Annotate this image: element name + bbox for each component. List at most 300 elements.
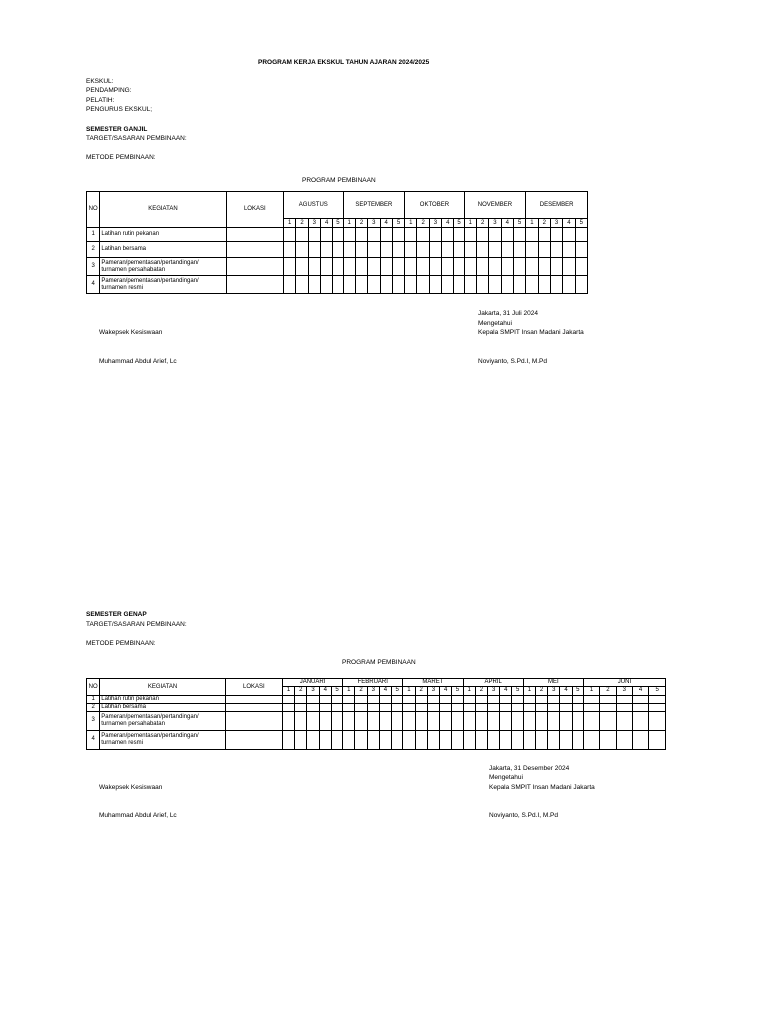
schedule-cell [343, 242, 355, 258]
schedule-cell [563, 228, 575, 242]
row-number: 2 [87, 242, 100, 258]
schedule-cell [427, 703, 439, 711]
week-number: 5 [392, 219, 404, 228]
semester-ganjil-target: TARGET/SASARAN PEMBINAAN: [86, 135, 187, 142]
schedule-cell [535, 703, 547, 711]
activity-name-line: turnamen resmi [101, 739, 143, 746]
schedule-cell [488, 695, 500, 703]
schedule-cell [476, 242, 488, 258]
week-number: 1 [282, 686, 294, 695]
week-number: 4 [320, 219, 332, 228]
semester-ganjil-left-name: Muhammad Abdul Arief, Lc [99, 358, 177, 365]
schedule-cell [355, 711, 367, 730]
schedule-cell [392, 730, 403, 749]
schedule-cell [476, 228, 488, 242]
week-number: 4 [501, 219, 513, 228]
week-number: 1 [343, 686, 355, 695]
schedule-cell [500, 695, 512, 703]
schedule-cell [320, 276, 332, 294]
schedule-cell [343, 228, 355, 242]
schedule-cell [284, 242, 296, 258]
schedule-cell [600, 730, 616, 749]
week-number: 5 [512, 686, 523, 695]
schedule-cell [463, 711, 475, 730]
week-number: 5 [649, 686, 666, 695]
schedule-cell [331, 730, 342, 749]
week-number: 2 [476, 219, 488, 228]
schedule-cell [367, 703, 379, 711]
week-number: 2 [355, 686, 367, 695]
schedule-cell [319, 711, 331, 730]
schedule-cell [380, 228, 392, 242]
schedule-cell [284, 276, 296, 294]
schedule-cell [632, 695, 648, 703]
schedule-cell [320, 258, 332, 276]
schedule-cell [560, 703, 572, 711]
schedule-cell [649, 730, 666, 749]
schedule-cell [463, 703, 475, 711]
schedule-cell [308, 258, 320, 276]
schedule-cell [512, 711, 523, 730]
schedule-cell [355, 695, 367, 703]
semester-ganjil-table [86, 191, 588, 294]
schedule-cell [308, 276, 320, 294]
location-cell [226, 228, 283, 242]
schedule-cell [367, 695, 379, 703]
week-number: 5 [331, 686, 342, 695]
schedule-cell [367, 711, 379, 730]
schedule-cell [405, 242, 417, 258]
table-row [87, 242, 588, 258]
schedule-cell [392, 703, 403, 711]
schedule-cell [452, 730, 463, 749]
schedule-cell [600, 711, 616, 730]
schedule-cell [308, 242, 320, 258]
schedule-cell [563, 276, 575, 294]
schedule-cell [500, 711, 512, 730]
week-number: 3 [429, 219, 441, 228]
document-title: PROGRAM KERJA EKSKUL TAHUN AJARAN 2024/2025 [258, 59, 430, 66]
schedule-cell [427, 695, 439, 703]
month-header: OKTOBER [405, 192, 465, 219]
schedule-cell [368, 258, 380, 276]
schedule-cell [403, 695, 415, 703]
week-number: 1 [343, 219, 355, 228]
schedule-cell [368, 276, 380, 294]
schedule-cell [442, 258, 454, 276]
schedule-cell [464, 242, 476, 258]
location-cell [225, 695, 282, 703]
schedule-cell [380, 258, 392, 276]
schedule-cell [442, 242, 454, 258]
schedule-cell [405, 258, 417, 276]
schedule-cell [500, 703, 512, 711]
week-number: 3 [550, 219, 562, 228]
schedule-cell [343, 730, 355, 749]
col-header-no: NO [87, 192, 100, 228]
schedule-cell [572, 730, 583, 749]
schedule-cell [548, 695, 560, 703]
schedule-cell [379, 703, 391, 711]
schedule-cell [319, 695, 331, 703]
schedule-cell [295, 695, 307, 703]
week-number: 2 [296, 219, 308, 228]
week-number: 5 [513, 219, 525, 228]
semester-genap-left-role: Wakepsek Kesiswaan [99, 784, 163, 791]
schedule-cell [295, 711, 307, 730]
week-number: 5 [392, 686, 403, 695]
schedule-cell [616, 730, 632, 749]
schedule-cell [343, 276, 355, 294]
week-number: 3 [427, 686, 439, 695]
semester-ganjil-right-name: Noviyanto, S.Pd.I, M.Pd [478, 358, 548, 365]
week-number: 3 [489, 219, 501, 228]
week-number: 4 [632, 686, 648, 695]
month-header: MEI [523, 679, 583, 687]
schedule-cell [513, 276, 525, 294]
schedule-cell [575, 258, 587, 276]
schedule-cell [355, 228, 367, 242]
location-cell [226, 276, 283, 294]
schedule-cell [284, 228, 296, 242]
schedule-cell [548, 703, 560, 711]
schedule-cell [632, 703, 648, 711]
schedule-cell [427, 711, 439, 730]
week-number: 1 [523, 686, 535, 695]
schedule-cell [333, 258, 343, 276]
week-number: 4 [442, 219, 454, 228]
week-number: 4 [560, 686, 572, 695]
schedule-cell [538, 276, 550, 294]
schedule-cell [501, 228, 513, 242]
schedule-cell [343, 703, 355, 711]
schedule-cell [475, 730, 487, 749]
week-number: 1 [403, 686, 415, 695]
schedule-cell [649, 711, 666, 730]
schedule-cell [392, 695, 403, 703]
week-number: 2 [538, 219, 550, 228]
semester-genap-left-name: Muhammad Abdul Arief, Lc [99, 812, 177, 819]
schedule-cell [575, 242, 587, 258]
schedule-cell [463, 730, 475, 749]
schedule-cell [296, 276, 308, 294]
semester-genap-program-title: PROGRAM PEMBINAAN [342, 659, 416, 666]
schedule-cell [295, 730, 307, 749]
schedule-cell [523, 695, 535, 703]
schedule-cell [331, 711, 342, 730]
week-number: 2 [417, 219, 429, 228]
schedule-cell [380, 276, 392, 294]
schedule-cell [563, 258, 575, 276]
schedule-cell [488, 730, 500, 749]
location-cell [226, 258, 283, 276]
week-number: 3 [308, 219, 320, 228]
schedule-cell [442, 228, 454, 242]
semester-ganjil-program-title: PROGRAM PEMBINAAN [302, 177, 376, 184]
schedule-cell [572, 695, 583, 703]
schedule-cell [523, 711, 535, 730]
schedule-cell [526, 276, 538, 294]
schedule-cell [454, 276, 464, 294]
schedule-cell [392, 258, 404, 276]
schedule-cell [368, 242, 380, 258]
month-header: DESEMBER [526, 192, 588, 219]
schedule-cell [538, 258, 550, 276]
week-number: 4 [319, 686, 331, 695]
week-number: 1 [526, 219, 538, 228]
schedule-cell [523, 730, 535, 749]
schedule-cell [548, 711, 560, 730]
schedule-cell [320, 242, 332, 258]
row-number: 3 [87, 711, 100, 730]
schedule-cell [475, 695, 487, 703]
semester-genap-target: TARGET/SASARAN PEMBINAAN: [86, 621, 187, 628]
week-number: 5 [575, 219, 587, 228]
schedule-cell [440, 711, 452, 730]
col-header-lokasi: LOKASI [226, 192, 283, 228]
schedule-cell [575, 276, 587, 294]
schedule-cell [526, 228, 538, 242]
week-number: 5 [333, 219, 343, 228]
table-row [87, 703, 666, 711]
week-number: 4 [379, 686, 391, 695]
schedule-cell [616, 703, 632, 711]
schedule-cell [417, 258, 429, 276]
schedule-cell [331, 703, 342, 711]
schedule-cell [415, 695, 427, 703]
activity-name-line: turnamen persahabatan [101, 266, 166, 273]
table-row [87, 276, 588, 294]
schedule-cell [583, 730, 599, 749]
semester-ganjil-metode: METODE PEMBINAAN: [86, 154, 156, 161]
month-header: NOVEMBER [464, 192, 526, 219]
schedule-cell [464, 276, 476, 294]
schedule-cell [296, 228, 308, 242]
schedule-cell [563, 242, 575, 258]
schedule-cell [429, 276, 441, 294]
week-number: 2 [475, 686, 487, 695]
week-number: 4 [563, 219, 575, 228]
schedule-cell [550, 258, 562, 276]
schedule-cell [501, 242, 513, 258]
schedule-cell [403, 711, 415, 730]
week-number: 1 [284, 219, 296, 228]
schedule-cell [440, 695, 452, 703]
schedule-cell [343, 695, 355, 703]
schedule-cell [319, 703, 331, 711]
week-number: 5 [572, 686, 583, 695]
row-number: 2 [87, 703, 100, 711]
schedule-cell [282, 730, 294, 749]
week-number: 2 [355, 219, 367, 228]
schedule-cell [475, 703, 487, 711]
semester-genap-metode: METODE PEMBINAAN: [86, 640, 156, 647]
semester-genap-sign-date: Jakarta, 31 Desember 2024 [489, 765, 570, 772]
schedule-cell [282, 703, 294, 711]
schedule-cell [392, 228, 404, 242]
schedule-cell [355, 730, 367, 749]
schedule-cell [417, 228, 429, 242]
col-header-kegiatan: KEGIATAN [100, 192, 226, 228]
schedule-cell [355, 242, 367, 258]
semester-ganjil-left-role: Wakepsek Kesiswaan [99, 329, 163, 336]
schedule-cell [417, 242, 429, 258]
week-number: 2 [295, 686, 307, 695]
schedule-cell [392, 276, 404, 294]
week-number: 3 [307, 686, 319, 695]
schedule-cell [417, 276, 429, 294]
schedule-cell [526, 242, 538, 258]
schedule-cell [513, 242, 525, 258]
table-row [87, 730, 666, 749]
schedule-cell [333, 242, 343, 258]
activity-name: Latihan rutin pekanan [100, 695, 226, 703]
schedule-cell [476, 258, 488, 276]
schedule-cell [403, 703, 415, 711]
schedule-cell [616, 711, 632, 730]
schedule-cell [355, 703, 367, 711]
schedule-cell [440, 730, 452, 749]
table-row [87, 258, 588, 276]
schedule-cell [440, 703, 452, 711]
schedule-cell [550, 276, 562, 294]
row-number: 3 [87, 258, 100, 276]
week-number: 2 [535, 686, 547, 695]
schedule-cell [464, 258, 476, 276]
schedule-cell [572, 711, 583, 730]
row-number: 4 [87, 276, 100, 294]
week-number: 4 [500, 686, 512, 695]
week-number: 1 [463, 686, 475, 695]
location-cell [225, 730, 282, 749]
schedule-cell [320, 228, 332, 242]
schedule-cell [488, 703, 500, 711]
activity-name [100, 711, 226, 730]
activity-name [100, 730, 226, 749]
month-header: JANUARI [282, 679, 342, 687]
location-cell [225, 703, 282, 711]
field-pengurus: PENGURUS EKSKUL; [86, 106, 153, 113]
activity-name: Latihan rutin pekanan [100, 228, 226, 242]
schedule-cell [616, 695, 632, 703]
semester-genap-mengetahui: Mengetahui [489, 774, 523, 781]
schedule-cell [583, 711, 599, 730]
schedule-cell [296, 242, 308, 258]
activity-name: Latihan bersama [100, 703, 226, 711]
schedule-cell [463, 695, 475, 703]
schedule-cell [427, 730, 439, 749]
schedule-cell [333, 228, 343, 242]
schedule-cell [512, 703, 523, 711]
schedule-cell [379, 711, 391, 730]
schedule-cell [307, 730, 319, 749]
month-header: FEBRUARI [343, 679, 403, 687]
semester-genap-right-name: Noviyanto, S.Pd.I, M.Pd [489, 812, 559, 819]
schedule-cell [403, 730, 415, 749]
schedule-cell [464, 228, 476, 242]
schedule-cell [333, 276, 343, 294]
schedule-cell [550, 228, 562, 242]
schedule-cell [367, 730, 379, 749]
week-number: 4 [440, 686, 452, 695]
week-number: 1 [464, 219, 476, 228]
semester-ganjil-sign-date: Jakarta, 31 Juli 2024 [478, 310, 538, 317]
semester-genap-heading: SEMESTER GENAP [86, 611, 147, 618]
activity-name-line: Pameran/pementasan/pertandingan/ [101, 278, 199, 284]
table-row [87, 695, 666, 703]
schedule-cell [415, 711, 427, 730]
schedule-cell [560, 711, 572, 730]
schedule-cell [429, 258, 441, 276]
week-number: 3 [548, 686, 560, 695]
location-cell [225, 711, 282, 730]
week-number: 3 [488, 686, 500, 695]
schedule-cell [600, 703, 616, 711]
col-header-kegiatan: KEGIATAN [100, 679, 226, 696]
schedule-cell [392, 242, 404, 258]
schedule-cell [355, 276, 367, 294]
row-number: 1 [87, 695, 100, 703]
schedule-cell [560, 730, 572, 749]
schedule-cell [319, 730, 331, 749]
semester-ganjil-heading: SEMESTER GANJIL [86, 126, 148, 133]
schedule-cell [649, 695, 666, 703]
field-ekskul: EKSKUL: [86, 78, 114, 85]
schedule-cell [583, 695, 599, 703]
schedule-cell [454, 228, 464, 242]
schedule-cell [488, 711, 500, 730]
activity-name: Latihan bersama [100, 242, 226, 258]
schedule-cell [512, 695, 523, 703]
schedule-cell [343, 711, 355, 730]
schedule-cell [572, 703, 583, 711]
schedule-cell [538, 242, 550, 258]
schedule-cell [600, 695, 616, 703]
month-header: JUNI [583, 679, 665, 687]
week-number: 3 [616, 686, 632, 695]
schedule-cell [501, 276, 513, 294]
schedule-cell [560, 695, 572, 703]
schedule-cell [392, 711, 403, 730]
schedule-cell [296, 258, 308, 276]
activity-name-line: Pameran/pementasan/pertandingan/ [101, 714, 199, 720]
schedule-cell [526, 258, 538, 276]
col-header-lokasi: LOKASI [225, 679, 282, 696]
schedule-cell [307, 703, 319, 711]
semester-ganjil-right-role: Kepala SMPIT Insan Madani Jakarta [478, 329, 584, 336]
schedule-cell [282, 711, 294, 730]
week-number: 3 [368, 219, 380, 228]
schedule-cell [523, 703, 535, 711]
row-number: 4 [87, 730, 100, 749]
schedule-cell [489, 258, 501, 276]
schedule-cell [550, 242, 562, 258]
schedule-cell [535, 695, 547, 703]
schedule-cell [452, 703, 463, 711]
activity-name-line: turnamen persahabatan [101, 720, 165, 727]
schedule-cell [489, 276, 501, 294]
schedule-cell [415, 703, 427, 711]
schedule-cell [632, 711, 648, 730]
field-pendamping: PENDAMPING: [86, 87, 132, 94]
schedule-cell [548, 730, 560, 749]
field-pelatih: PELATIH: [86, 97, 115, 104]
month-header: MARET [403, 679, 463, 687]
schedule-cell [355, 258, 367, 276]
schedule-cell [475, 711, 487, 730]
schedule-cell [379, 730, 391, 749]
schedule-cell [307, 695, 319, 703]
